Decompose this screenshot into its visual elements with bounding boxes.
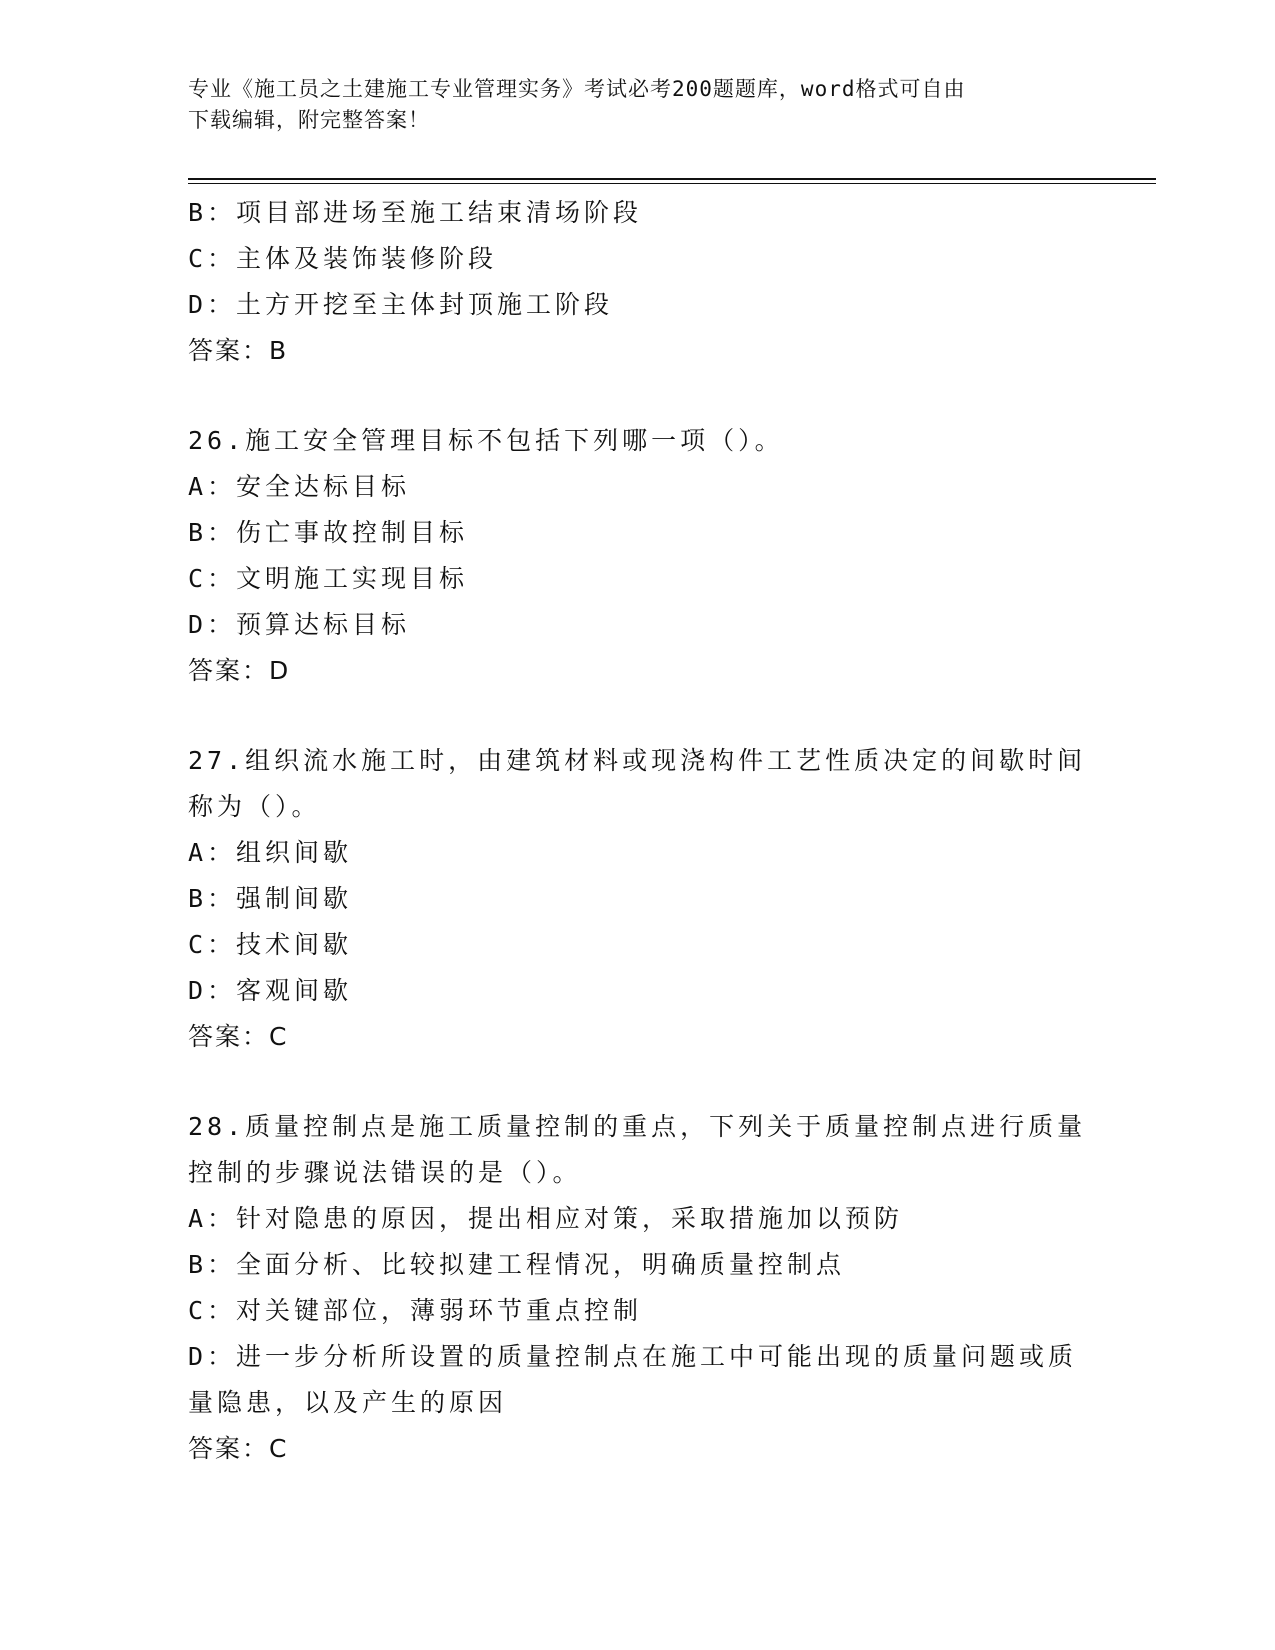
- question-stem: 28.质量控制点是施工质量控制的重点，下列关于质量控制点进行质量: [188, 1112, 1087, 1141]
- option-d-continued: 量隐患，以及产生的原因: [188, 1388, 508, 1417]
- option-a: A：组织间歇: [188, 838, 353, 867]
- question-stem: 27.组织流水施工时，由建筑材料或现浇构件工艺性质决定的间歇时间: [188, 746, 1087, 775]
- option-b: B：强制间歇: [188, 884, 353, 913]
- question-stem: 26.施工安全管理目标不包括下列哪一项（）。: [188, 426, 784, 455]
- answer-label: 答案：C: [188, 1022, 289, 1051]
- option-a: A：针对隐患的原因，提出相应对策，采取措施加以预防: [188, 1204, 904, 1233]
- question-spacer: [188, 694, 1088, 738]
- option-a: A：安全达标目标: [188, 472, 411, 501]
- option-c: C：文明施工实现目标: [188, 564, 469, 593]
- option-b: B：伤亡事故控制目标: [188, 518, 469, 547]
- answer-label: 答案：B: [188, 336, 289, 365]
- question-25-partial: [188, 190, 1088, 374]
- option-b: B：全面分析、比较拟建工程情况，明确质量控制点: [188, 1250, 846, 1279]
- option-c: C：主体及装饰装修阶段: [188, 244, 498, 273]
- question-28: [188, 1104, 1088, 1472]
- answer-label: 答案：D: [188, 656, 291, 685]
- question-27: [188, 738, 1088, 1060]
- question-stem-continued: 称为（）。: [188, 792, 321, 821]
- option-c: C：对关键部位，薄弱环节重点控制: [188, 1296, 643, 1325]
- question-stem-continued: 控制的步骤说法错误的是（）。: [188, 1158, 582, 1187]
- option-d: D：客观间歇: [188, 976, 353, 1005]
- question-26: [188, 418, 1088, 694]
- question-spacer: [188, 1060, 1088, 1104]
- option-d: D：预算达标目标: [188, 610, 411, 639]
- answer-label: 答案：C: [188, 1434, 289, 1463]
- header-divider-thin: [188, 183, 1156, 184]
- question-spacer: [188, 374, 1088, 418]
- question-content: [188, 190, 1088, 1472]
- option-d: D：土方开挖至主体封顶施工阶段: [188, 290, 614, 319]
- header-divider-thick: [188, 178, 1156, 180]
- header-line-2: 下载编辑，附完整答案！: [188, 108, 430, 132]
- header-line-1: 专业《施工员之土建施工专业管理实务》考试必考200题题库，word格式可自由: [188, 77, 966, 101]
- option-b: B：项目部进场至施工结束清场阶段: [188, 198, 643, 227]
- document-header: [188, 74, 1068, 136]
- option-c: C：技术间歇: [188, 930, 353, 959]
- option-d: D：进一步分析所设置的质量控制点在施工中可能出现的质量问题或质: [188, 1342, 1078, 1371]
